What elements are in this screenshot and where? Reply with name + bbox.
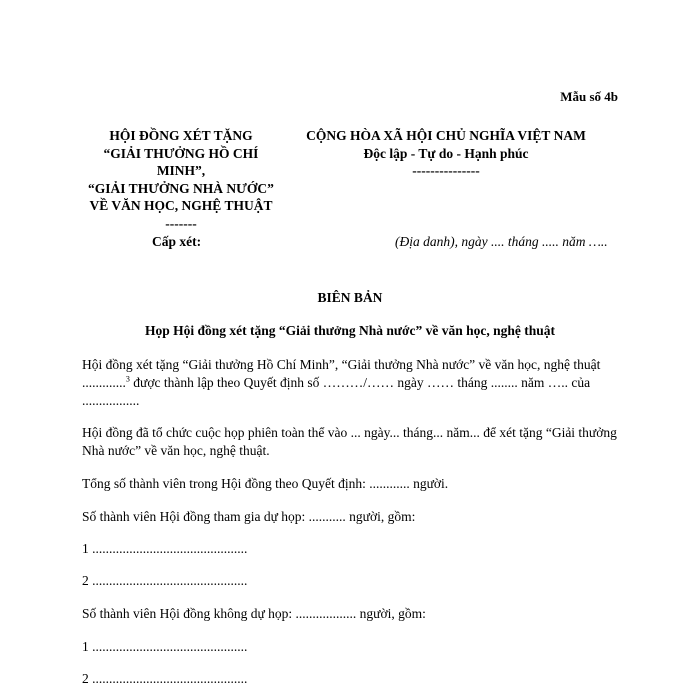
- org-line: HỘI ĐỒNG XÉT TẶNG: [109, 128, 253, 143]
- org-line: VỀ VĂN HỌC, NGHỆ THUẬT: [89, 198, 273, 213]
- paragraph-text: Hội đồng xét tặng “Giải thưởng Hồ Chí Minh”, “Giải thưởng Nhà nước” về văn học, nghệ thuật .............: [82, 357, 601, 390]
- document-title: BIÊN BẢN: [317, 290, 383, 305]
- org-line: “GIẢI THƯỞNG NHÀ NƯỚC”: [88, 180, 274, 196]
- attending-list-item: 2 ..............................................: [82, 573, 248, 588]
- review-level-label: Cấp xét:: [152, 234, 202, 249]
- nation-divider: ---------------: [412, 163, 480, 178]
- paragraph-text: được thành lập theo Quyết định số ………/…… ngày …… tháng ........ năm ….. của .................: [82, 375, 591, 408]
- form-code: Mẫu số 4b: [560, 89, 618, 104]
- absent-list-item: 1 ..............................................: [82, 639, 248, 654]
- footnote-marker: 3: [125, 374, 130, 384]
- nation-motto: Độc lập - Tự do - Hạnh phúc: [363, 145, 529, 161]
- org-line: MINH”,: [156, 163, 206, 178]
- paragraph-council-establishment: [82, 356, 622, 410]
- document-subtitle: Họp Hội đồng xét tặng “Giải thưởng Nhà nước” về văn học, nghệ thuật: [145, 323, 555, 338]
- attending-list-item: 1 ..............................................: [82, 541, 248, 556]
- total-members-line: Tổng số thành viên trong Hội đồng theo Quyết định: ............ người.: [82, 476, 449, 491]
- org-divider: -------: [165, 215, 197, 231]
- nation-name: CỘNG HÒA XÃ HỘI CHỦ NGHĨA VIỆT NAM: [306, 128, 586, 143]
- paragraph-meeting: Hội đồng đã tổ chức cuộc họp phiên toàn thể vào ... ngày... tháng... năm... để xét tặng “Giải thưởng Nhà nước” về văn học, nghệ thuật.: [82, 425, 617, 458]
- national-motto-block: [296, 127, 596, 180]
- absent-members-line: Số thành viên Hội đồng không dự họp: .................. người, gồm:: [82, 606, 426, 621]
- org-line: “GIẢI THƯỞNG HỒ CHÍ: [103, 145, 259, 161]
- attending-members-line: Số thành viên Hội đồng tham gia dự họp: ........... người, gồm:: [82, 509, 416, 524]
- place-date-line: (Địa danh), ngày .... tháng ..... năm …..: [395, 234, 608, 249]
- absent-list-item: 2 ..............................................: [82, 671, 248, 686]
- issuing-council-block: [70, 127, 292, 232]
